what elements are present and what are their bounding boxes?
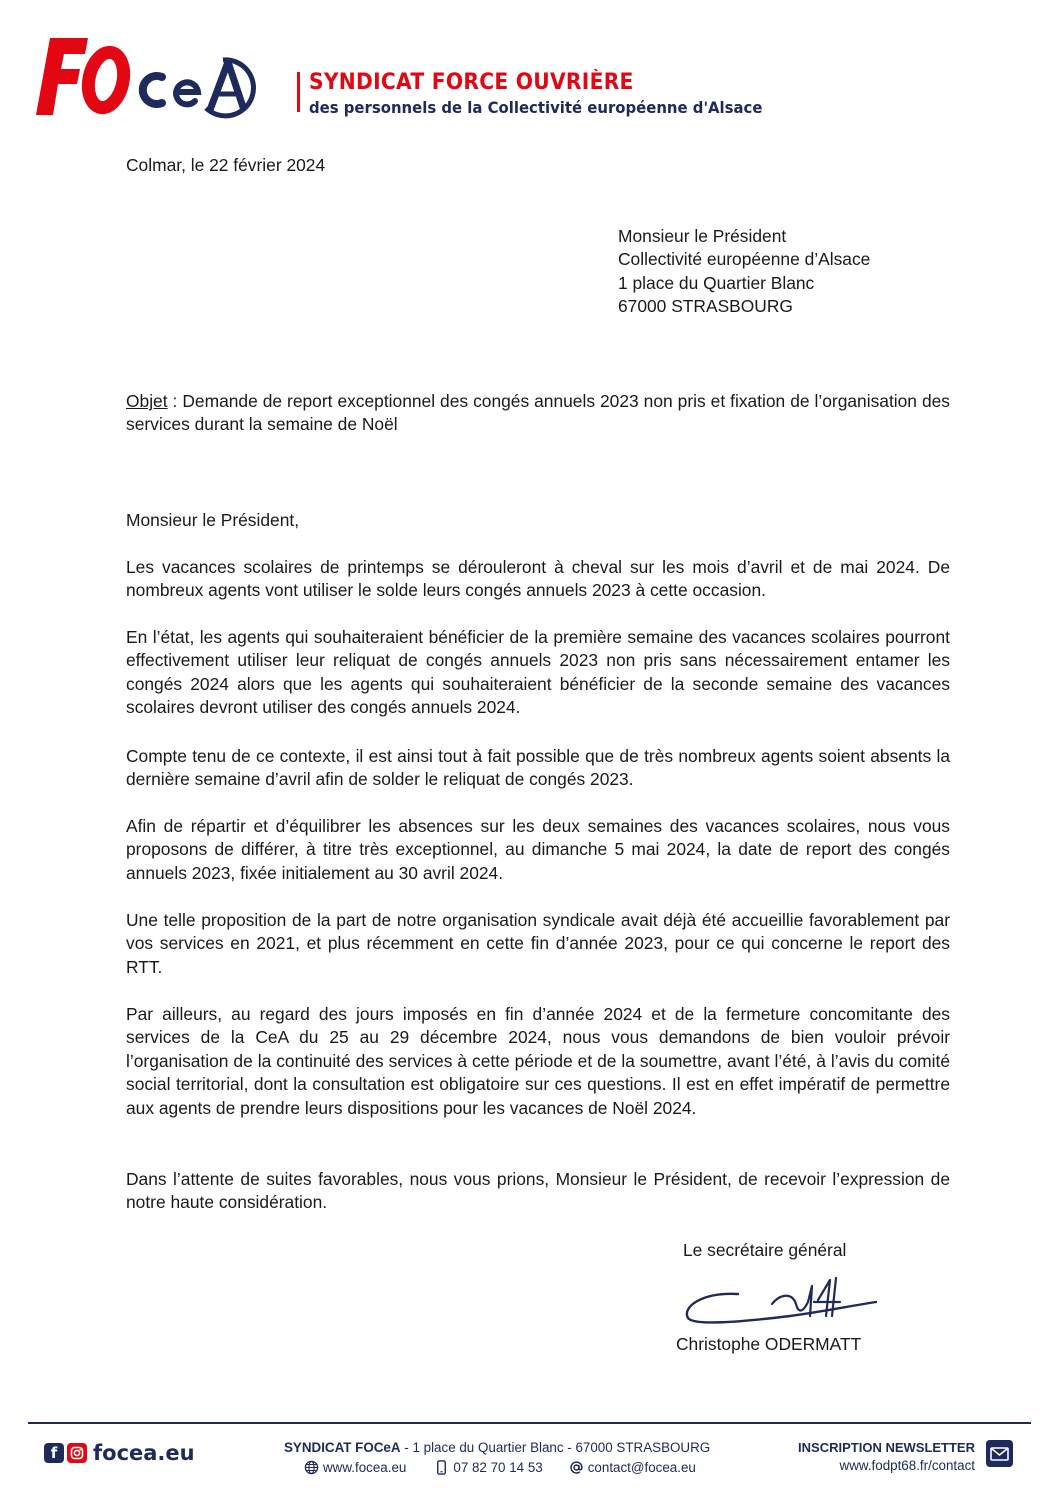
- union-name: SYNDICAT FORCE OUVRIÈRE: [309, 70, 634, 95]
- envelope-icon[interactable]: [986, 1440, 1013, 1467]
- salutation: Monsieur le Président,: [126, 510, 300, 530]
- instagram-icon[interactable]: [67, 1443, 87, 1463]
- signatory-name: Christophe ODERMATT: [676, 1334, 862, 1354]
- footer-address: [284, 1440, 724, 1455]
- subject-text: : Demande de report exceptionnel des congés annuels 2023 non pris et fixation de l’organisation des services durant la semaine de Noël: [126, 391, 950, 435]
- header-divider: [297, 72, 300, 112]
- phone-icon: [434, 1460, 449, 1475]
- union-subtitle: des personnels de la Collectivité européenne d'Alsace: [309, 98, 763, 117]
- email-contact[interactable]: [569, 1460, 696, 1475]
- letterhead: [30, 30, 790, 125]
- recipient-line: Monsieur le Président: [618, 226, 787, 246]
- newsletter-link[interactable]: www.fodpt68.fr/contact: [839, 1458, 975, 1473]
- closing-paragraph: Dans l’attente de suites favorables, nous vous prions, Monsieur le Président, de recevoir l’expression de notre haute considération.: [126, 1169, 950, 1213]
- body-paragraph: Compte tenu de ce contexte, il est ainsi tout à fait possible que de très nombreux agents soient absents la dernière semaine d’avril afin de solder le reliquat de congés 2023.: [126, 746, 950, 790]
- at-icon: [569, 1460, 584, 1475]
- newsletter-title: INSCRIPTION NEWSLETTER: [798, 1440, 975, 1455]
- footer-newsletter: [785, 1440, 975, 1473]
- website-contact[interactable]: [304, 1460, 406, 1475]
- signature-role: Le secrétaire général: [683, 1240, 847, 1260]
- social-site-link[interactable]: focea.eu: [93, 1441, 195, 1465]
- letter-date: Colmar, le 22 février 2024: [126, 155, 326, 175]
- email-text: contact@focea.eu: [587, 1460, 696, 1475]
- focea-logo: [30, 30, 260, 120]
- globe-icon: [304, 1460, 319, 1475]
- footer-divider: [28, 1422, 1031, 1424]
- letter-subject: [126, 390, 950, 437]
- recipient-line: Collectivité européenne d’Alsace: [618, 249, 871, 270]
- handwritten-signature: [680, 1272, 880, 1332]
- facebook-icon[interactable]: f: [44, 1443, 64, 1463]
- body-paragraph: En l’état, les agents qui souhaiteraient bénéficier de la première semaine des vacances scolaires pourront effectivement utiliser leur reliquat de congés annuels 2023 non pris sans nécessairement entamer les congés 2024 alors que les agents qui souhaiteraient bénéficier de la seconde semaine des vacances scolaires devront utiliser des congés annuels 2024.: [126, 627, 950, 718]
- recipient-line: 67000 STRASBOURG: [618, 296, 793, 317]
- body-paragraph: Par ailleurs, au regard des jours imposés en fin d’année 2024 et de la fermeture concomitante des services de la CeA du 25 au 29 décembre 2024, nous vous demandons de bien vouloir prévoir l’organisation de la continuité des services à cette période et de la soumettre, avant l’été, à l’avis du comité social territorial, dont la consultation est obligatoire sur ces questions. Il est en effet impératif de permettre aux agents de prendre leurs dispositions pour les vacances de Noël 2024.: [126, 1004, 950, 1118]
- phone-text: 07 82 70 14 53: [453, 1460, 543, 1475]
- body-paragraph: Afin de répartir et d’équilibrer les absences sur les deux semaines des vacances scolaires, nous vous proposons de différer, à titre très exceptionnel, au dimanche 5 mai 2024, la date de report des congés annuels 2023, fixée initialement au 30 avril 2024.: [126, 816, 950, 883]
- footer-address-text: - 1 place du Quartier Blanc - 67000 STRASBOURG: [400, 1440, 711, 1455]
- body-paragraph: Une telle proposition de la part de notre organisation syndicale avait déjà été accueillie favorablement par vos services en 2021, et plus récemment en cette fin d’année 2023, pour ce qui concerne le report des RTT.: [126, 910, 950, 977]
- recipient-address: [618, 225, 870, 319]
- footer-contact: [284, 1440, 724, 1475]
- footer-social: [44, 1440, 195, 1466]
- website-text: www.focea.eu: [323, 1460, 407, 1475]
- body-paragraph: Les vacances scolaires de printemps se dérouleront à cheval sur les mois d’avril et de mai 2024. De nombreux agents vont utiliser le solde leurs congés annuels 2023 à cette occasion.: [126, 557, 950, 601]
- phone-contact[interactable]: [434, 1460, 542, 1475]
- subject-label: Objet: [126, 391, 168, 411]
- footer-org-name: SYNDICAT FOCeA: [284, 1440, 401, 1455]
- recipient-line: 1 place du Quartier Blanc: [618, 272, 815, 293]
